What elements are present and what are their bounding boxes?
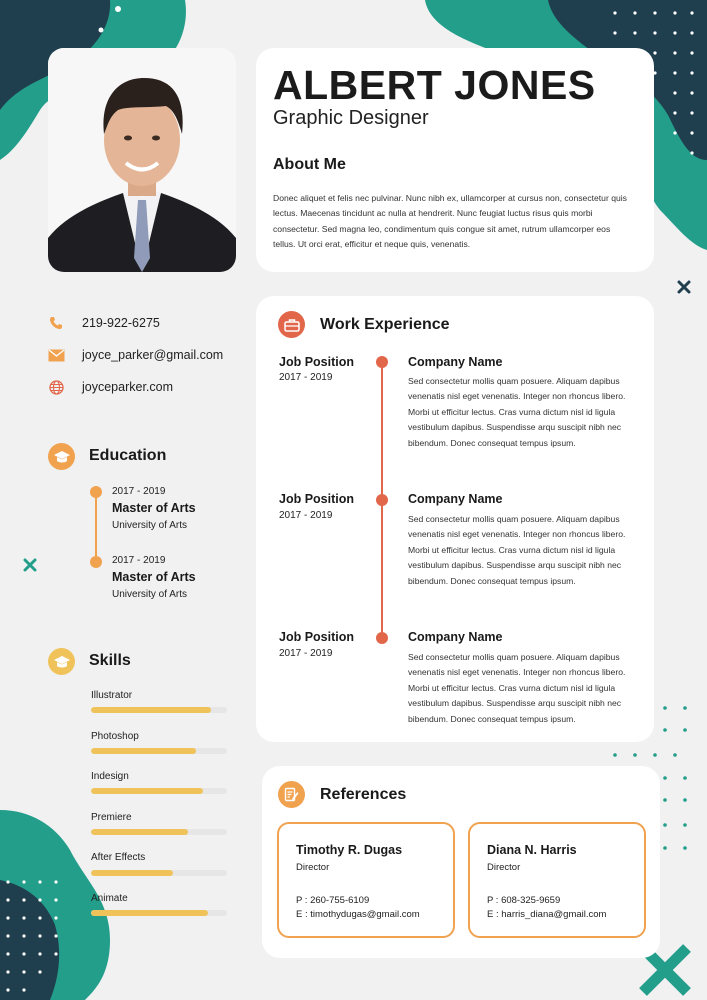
reference-card: Timothy R. Dugas Director P : 260-755-6109 E : timothydugas@gmail.com (277, 822, 455, 938)
work-heading: Work Experience (320, 316, 450, 333)
about-text: Donec aliquet et felis nec pulvinar. Nunc nibh ex, ullamcorper at cursus non, consectetur quis lectus. Maecenas tincidunt ac nulla at hendrerit. Nunc feugiat luctus risus quis morbi consectetur. Sed magna leo, condimentum quis congue sit amet, rutrum ullamcorper eos tellus. Ut orci erat, efficitur et neque quis, venenatis. (273, 193, 627, 249)
dot-grid-bottom-left (0, 870, 70, 1000)
education-badge (48, 443, 75, 470)
contact-phone (47, 314, 160, 332)
profile-photo (48, 48, 236, 272)
skill-bar (91, 829, 227, 835)
education-heading: Education (89, 447, 167, 464)
phone-number: 219-922-6275 (82, 316, 160, 330)
contact-website (47, 378, 174, 396)
job-title: Graphic Designer (273, 107, 429, 129)
work-timeline-dot (376, 632, 388, 644)
briefcase-icon (284, 318, 300, 332)
contact-email (47, 346, 224, 364)
x-mark-icon (677, 280, 691, 294)
about-heading: About Me (273, 156, 346, 173)
skills-badge (48, 648, 75, 675)
skill-bar (91, 788, 227, 794)
education-timeline-dot (90, 486, 102, 498)
work-badge (278, 311, 305, 338)
document-edit-icon (284, 787, 299, 802)
website-link[interactable]: joyceparker.com (82, 380, 174, 394)
graduation-cap-icon (53, 655, 71, 669)
reference-card: Diana N. Harris Director P : 608-325-9659 E : harris_diana@gmail.com (468, 822, 646, 938)
work-timeline-dot (376, 494, 388, 506)
education-timeline-line (95, 494, 97, 562)
skill-bar (91, 910, 227, 916)
education-timeline-dot (90, 556, 102, 568)
skill-bar (91, 870, 227, 876)
x-mark-icon (23, 558, 37, 572)
work-timeline-dot (376, 356, 388, 368)
references-badge (278, 781, 305, 808)
envelope-icon (47, 346, 65, 364)
skill-bar (91, 707, 227, 713)
globe-icon (47, 378, 65, 396)
phone-icon (47, 314, 65, 332)
full-name: ALBERT JONES (273, 62, 596, 108)
skills-heading: Skills (89, 652, 131, 669)
person-avatar-icon (48, 48, 236, 272)
skill-bar (91, 748, 227, 754)
graduation-cap-icon (53, 450, 71, 464)
references-heading: References (320, 786, 407, 803)
email-link[interactable]: joyce_parker@gmail.com (82, 348, 224, 362)
